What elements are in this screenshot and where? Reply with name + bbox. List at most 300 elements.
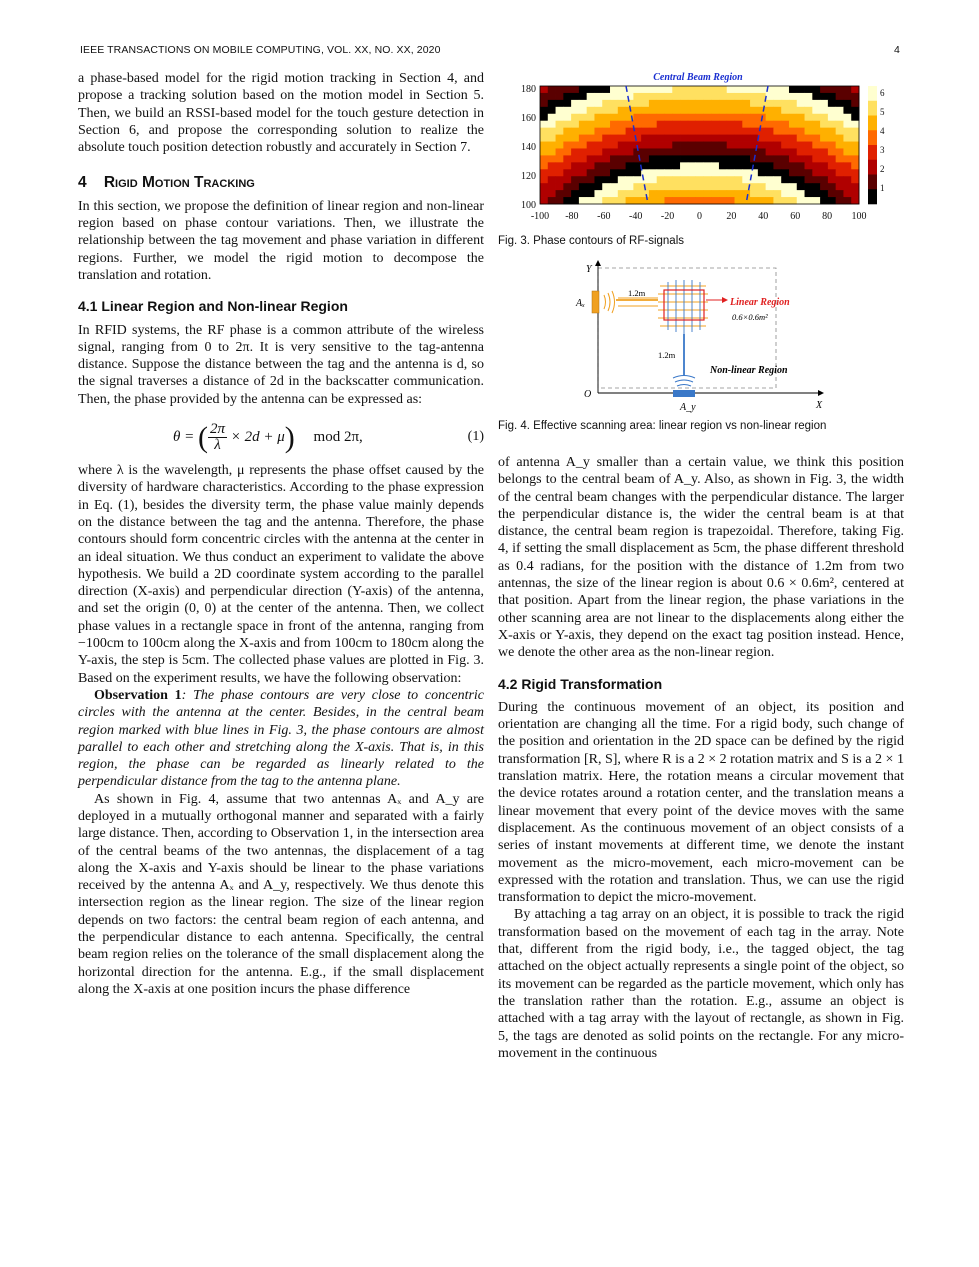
distance-vertical: 1.2m	[658, 350, 676, 360]
x-tick: -20	[660, 211, 675, 222]
colorbar-tick: 4	[880, 126, 885, 136]
heatmap-cell	[548, 176, 556, 183]
heatmap-cell	[579, 190, 587, 197]
heatmap-cell	[602, 128, 610, 135]
heatmap-cell	[851, 135, 859, 142]
heatmap-cell	[680, 142, 688, 149]
heatmap-cell	[579, 135, 587, 142]
heatmap-cell	[703, 86, 711, 93]
heatmap-cell	[641, 128, 649, 135]
heatmap-cell	[805, 128, 813, 135]
heatmap-cell	[680, 100, 688, 107]
heatmap-cell	[579, 121, 587, 128]
heatmap-cell	[563, 121, 571, 128]
heatmap-cell	[766, 148, 774, 155]
heatmap-cell	[703, 169, 711, 176]
heatmap-cell	[805, 176, 813, 183]
heatmap-cell	[828, 93, 836, 100]
heatmap-cell	[843, 107, 851, 114]
heatmap-cell	[820, 169, 828, 176]
heatmap-cell	[556, 86, 564, 93]
heatmap-cell	[618, 142, 626, 149]
heatmap-cell	[789, 197, 797, 204]
heatmap-cell	[836, 183, 844, 190]
heatmap-cell	[727, 183, 735, 190]
heatmap-cell	[587, 114, 595, 121]
heatmap-cell	[563, 93, 571, 100]
heatmap-cell	[750, 162, 758, 169]
heatmap-cell	[719, 169, 727, 176]
heatmap-cell	[556, 93, 564, 100]
heatmap-cell	[602, 86, 610, 93]
heatmap-cell	[540, 121, 548, 128]
heatmap-cell	[602, 169, 610, 176]
heatmap-cell	[563, 197, 571, 204]
heatmap-cell	[548, 86, 556, 93]
heatmap-cell	[618, 197, 626, 204]
equation-number: (1)	[467, 429, 484, 445]
heatmap-cell	[563, 100, 571, 107]
heatmap-cell	[587, 86, 595, 93]
heatmap-cell	[797, 121, 805, 128]
heatmap-cell	[851, 176, 859, 183]
heatmap-cell	[719, 197, 727, 204]
heatmap-cell	[843, 183, 851, 190]
heatmap-cell	[594, 197, 602, 204]
heatmap-cell	[742, 86, 750, 93]
heatmap-cell	[563, 107, 571, 114]
heatmap-cell	[649, 162, 657, 169]
heatmap-cell	[773, 162, 781, 169]
heatmap-cell	[664, 86, 672, 93]
heatmap-cell	[602, 135, 610, 142]
heatmap-cell	[688, 128, 696, 135]
heatmap-cell	[618, 93, 626, 100]
heatmap-cell	[594, 176, 602, 183]
heatmap-cell	[594, 148, 602, 155]
journal-title: IEEE TRANSACTIONS ON MOBILE COMPUTING, VOL. XX, NO. XX, 2020	[80, 44, 441, 56]
heatmap-cell	[735, 183, 743, 190]
heatmap-cell	[851, 148, 859, 155]
heatmap-cell	[664, 100, 672, 107]
heatmap-cell	[812, 162, 820, 169]
heatmap-cell	[742, 176, 750, 183]
heatmap-cell	[657, 128, 665, 135]
heatmap-cell	[657, 93, 665, 100]
heatmap-cell	[649, 190, 657, 197]
colorbar-segment	[868, 101, 877, 116]
heatmap-cell	[618, 114, 626, 121]
heatmap-cell	[703, 183, 711, 190]
heatmap-cell	[805, 142, 813, 149]
heatmap-cell	[579, 197, 587, 204]
heatmap-cell	[805, 190, 813, 197]
heatmap-cell	[789, 183, 797, 190]
heatmap-cell	[727, 128, 735, 135]
heatmap-cell	[851, 93, 859, 100]
heatmap-cell	[587, 162, 595, 169]
heatmap-cell	[587, 128, 595, 135]
heatmap-cell	[571, 148, 579, 155]
heatmap-cell	[735, 107, 743, 114]
heatmap-cell	[540, 100, 548, 107]
heatmap-cell	[649, 169, 657, 176]
observation-1: Observation 1: The phase contours are very close to concentric circles with the antenna at the center. Besides, in the central beam region marked with blue lines in Fig. 3, the phase contours are almost parallel to each other and stretching along the X-axis. That is, in this region, the phase can be regarded as linearly related to the perpendicular distance from the tag to the antenna plane.	[78, 687, 485, 790]
heatmap-cell	[579, 93, 587, 100]
heatmap-cell	[750, 121, 758, 128]
heatmap-cell	[696, 93, 704, 100]
heatmap-cell	[696, 155, 704, 162]
heatmap-cell	[618, 128, 626, 135]
heatmap-cell	[594, 183, 602, 190]
heatmap-cell	[579, 100, 587, 107]
heatmap-cell	[703, 107, 711, 114]
heatmap-cell	[641, 148, 649, 155]
heatmap-cell	[680, 107, 688, 114]
heatmap-cell	[742, 135, 750, 142]
heatmap-cell	[797, 86, 805, 93]
x-tick: 100	[851, 211, 867, 222]
heatmap-cell	[789, 107, 797, 114]
heatmap-cell	[594, 93, 602, 100]
heatmap-cell	[626, 176, 634, 183]
heatmap-cell	[563, 183, 571, 190]
heatmap-cell	[735, 142, 743, 149]
heatmap-cell	[579, 183, 587, 190]
antenna-ax-label: Aₓ	[576, 298, 585, 309]
heatmap-cell	[820, 190, 828, 197]
heatmap-cell	[742, 190, 750, 197]
heatmap-cell	[540, 86, 548, 93]
heatmap-cell	[641, 107, 649, 114]
heatmap-cell	[641, 114, 649, 121]
heatmap-cell	[587, 121, 595, 128]
heatmap-cell	[587, 100, 595, 107]
heatmap-cell	[711, 135, 719, 142]
heatmap-cell	[563, 148, 571, 155]
heatmap-cell	[727, 155, 735, 162]
heatmap-cells	[540, 86, 859, 204]
heatmap-cell	[750, 183, 758, 190]
heatmap-cell	[843, 142, 851, 149]
heatmap-cell	[688, 197, 696, 204]
heatmap-cell	[579, 148, 587, 155]
heatmap-cell	[828, 135, 836, 142]
y-tick: 120	[521, 171, 536, 182]
heatmap-cell	[696, 121, 704, 128]
heatmap-cell	[719, 176, 727, 183]
heatmap-cell	[664, 93, 672, 100]
heatmap-cell	[571, 142, 579, 149]
heatmap-cell	[711, 176, 719, 183]
heatmap-cell	[579, 107, 587, 114]
heatmap-cell	[688, 114, 696, 121]
heatmap-cell	[610, 107, 618, 114]
heatmap-cell	[641, 93, 649, 100]
heatmap-cell	[594, 135, 602, 142]
heatmap-cell	[618, 162, 626, 169]
heatmap-cell	[766, 114, 774, 121]
heatmap-cell	[789, 121, 797, 128]
heatmap-cell	[766, 169, 774, 176]
heatmap-cell	[828, 162, 836, 169]
heatmap-cell	[641, 162, 649, 169]
heatmap-cell	[563, 176, 571, 183]
heatmap-cell	[843, 162, 851, 169]
heatmap-cell	[626, 169, 634, 176]
heatmap-cell	[773, 121, 781, 128]
heatmap-cell	[735, 155, 743, 162]
heatmap-cell	[548, 169, 556, 176]
heatmap-cell	[843, 128, 851, 135]
colorbar-segment	[868, 86, 877, 101]
heatmap-cell	[626, 142, 634, 149]
heatmap-cell	[594, 155, 602, 162]
heatmap-cell	[571, 86, 579, 93]
heatmap-cell	[587, 142, 595, 149]
heatmap-cell	[587, 93, 595, 100]
colorbar	[868, 86, 877, 204]
heatmap-cell	[727, 162, 735, 169]
heatmap-cell	[672, 121, 680, 128]
heatmap-cell	[641, 86, 649, 93]
heatmap-cell	[548, 100, 556, 107]
heatmap-cell	[664, 148, 672, 155]
heatmap-cell	[633, 176, 641, 183]
heatmap-cell	[851, 121, 859, 128]
heatmap-cell	[789, 148, 797, 155]
heatmap-cell	[563, 142, 571, 149]
heatmap-cell	[820, 100, 828, 107]
heatmap-cell	[820, 155, 828, 162]
heatmap-cell	[851, 169, 859, 176]
heatmap-cell	[797, 155, 805, 162]
heatmap-cell	[594, 128, 602, 135]
heatmap-cell	[750, 100, 758, 107]
x-tick: 40	[758, 211, 769, 222]
heatmap-cell	[540, 197, 548, 204]
heatmap-cell	[540, 135, 548, 142]
heatmap-cell	[594, 169, 602, 176]
heatmap-cell	[696, 142, 704, 149]
heatmap-cell	[696, 190, 704, 197]
heatmap-cell	[602, 114, 610, 121]
heatmap-cell	[836, 107, 844, 114]
heatmap-cell	[633, 183, 641, 190]
heatmap-cell	[836, 100, 844, 107]
heatmap-cell	[812, 148, 820, 155]
heatmap-cell	[719, 128, 727, 135]
heatmap-cell	[626, 93, 634, 100]
heatmap-cell	[828, 155, 836, 162]
heatmap-cell	[626, 183, 634, 190]
heatmap-cell	[649, 148, 657, 155]
heatmap-cell	[610, 148, 618, 155]
heatmap-cell	[843, 197, 851, 204]
heatmap-cell	[680, 93, 688, 100]
heatmap-cell	[672, 176, 680, 183]
heatmap-cell	[680, 128, 688, 135]
heatmap-cell	[727, 197, 735, 204]
heatmap-cell	[766, 183, 774, 190]
heatmap-cell	[696, 176, 704, 183]
heatmap-cell	[781, 135, 789, 142]
heatmap-cell	[742, 169, 750, 176]
heatmap-cell	[571, 190, 579, 197]
figure-3-heatmap	[498, 66, 898, 226]
heatmap-cell	[742, 155, 750, 162]
heatmap-cell	[727, 86, 735, 93]
heatmap-cell	[758, 155, 766, 162]
heatmap-cell	[688, 183, 696, 190]
heatmap-cell	[711, 197, 719, 204]
colorbar-tick: 6	[880, 88, 885, 98]
heatmap-cell	[680, 176, 688, 183]
heatmap-cell	[735, 197, 743, 204]
heatmap-cell	[618, 100, 626, 107]
heatmap-cell	[688, 148, 696, 155]
heatmap-cell	[797, 148, 805, 155]
heatmap-cell	[735, 148, 743, 155]
heatmap-cell	[836, 142, 844, 149]
section-title: Rigid Motion Tracking	[103, 174, 255, 192]
right-column	[498, 454, 904, 1062]
x-tick: -60	[597, 211, 611, 222]
x-tick: -100	[530, 211, 550, 222]
heatmap-cell	[789, 100, 797, 107]
heatmap-cell	[703, 148, 711, 155]
heatmap-cell	[719, 93, 727, 100]
heatmap-cell	[556, 176, 564, 183]
heatmap-cell	[766, 142, 774, 149]
heatmap-cell	[703, 155, 711, 162]
heatmap-cell	[680, 114, 688, 121]
page-number: 4	[894, 44, 900, 56]
heatmap-cell	[680, 155, 688, 162]
heatmap-cell	[789, 135, 797, 142]
heatmap-cell	[828, 142, 836, 149]
heatmap-cell	[836, 93, 844, 100]
heatmap-cell	[812, 176, 820, 183]
antenna-ay-label: A_y	[680, 402, 696, 413]
heatmap-cell	[789, 114, 797, 121]
heatmap-cell	[618, 148, 626, 155]
heatmap-cell	[579, 169, 587, 176]
heatmap-cell	[540, 107, 548, 114]
heatmap-cell	[843, 93, 851, 100]
heatmap-cell	[672, 148, 680, 155]
heatmap-cell	[773, 107, 781, 114]
heatmap-cell	[843, 121, 851, 128]
heatmap-cell	[820, 197, 828, 204]
heatmap-cell	[664, 128, 672, 135]
heatmap-cell	[548, 197, 556, 204]
heatmap-cell	[812, 93, 820, 100]
heatmap-cell	[587, 190, 595, 197]
heatmap-cell	[548, 142, 556, 149]
heatmap-cell	[820, 121, 828, 128]
heatmap-cell	[571, 100, 579, 107]
heatmap-cell	[587, 169, 595, 176]
linear-region-size: 0.6×0.6m²	[732, 312, 768, 322]
heatmap-cell	[664, 114, 672, 121]
y-tick: 140	[521, 142, 536, 153]
heatmap-cell	[820, 148, 828, 155]
heatmap-cell	[657, 197, 665, 204]
heatmap-cell	[540, 169, 548, 176]
fraction: $\frac{2\pi}{\lambda}$	[210, 421, 226, 454]
colorbar-tick: 2	[880, 164, 885, 174]
heatmap-cell	[688, 86, 696, 93]
heatmap-cell	[548, 148, 556, 155]
heatmap-cell	[556, 169, 564, 176]
heatmap-cell	[657, 190, 665, 197]
heatmap-cell	[610, 93, 618, 100]
heatmap-cell	[672, 107, 680, 114]
heatmap-cell	[548, 93, 556, 100]
heatmap-cell	[626, 128, 634, 135]
heatmap-cell	[851, 100, 859, 107]
heatmap-cell	[851, 183, 859, 190]
heatmap-cell	[773, 183, 781, 190]
heatmap-cell	[664, 162, 672, 169]
heatmap-cell	[649, 197, 657, 204]
heatmap-cell	[812, 135, 820, 142]
heatmap-cell	[820, 128, 828, 135]
heatmap-cell	[805, 162, 813, 169]
heatmap-cell	[571, 169, 579, 176]
colorbar-segment	[868, 116, 877, 131]
heatmap-cell	[758, 107, 766, 114]
heatmap-cell	[797, 190, 805, 197]
heatmap-cell	[680, 169, 688, 176]
heatmap-cell	[836, 121, 844, 128]
heatmap-cell	[836, 162, 844, 169]
paragraph-central-beam: of antenna A_y smaller than a certain value, we think this position belongs to the central beam of A_y. Also, as shown in Fig. 3, the width of the central beam changes with the perpendicular distance. The larger the perpendicular distance is, the wider the central beam is at that distance, the central beam region is trapezoidal. Therefore, taking Fig. 4, if setting the small displacement as 5cm, the phase different threshold as 0.4 radians, for the position with the distance of 1.2m from two antennas, the size of the linear region is about 0.6 × 0.6m², centered at that position. Apart from the linear region, the phase variations in the other scanning area are not linear to the displacements along either the X-axis or Y-axis, they depend on the exact tag position instead. Hence, we denote the other area as the non-linear region.	[498, 455, 904, 661]
heatmap-cell	[587, 183, 595, 190]
heatmap-cell	[836, 135, 844, 142]
heatmap-cell	[789, 162, 797, 169]
heatmap-cell	[773, 100, 781, 107]
heatmap-cell	[610, 169, 618, 176]
heatmap-cell	[587, 197, 595, 204]
heatmap-cell	[797, 176, 805, 183]
heatmap-cell	[805, 183, 813, 190]
heatmap-cell	[548, 155, 556, 162]
heatmap-cell	[626, 135, 634, 142]
heatmap-cell	[781, 183, 789, 190]
heatmap-cell	[548, 121, 556, 128]
heatmap-cell	[735, 190, 743, 197]
heatmap-cell	[727, 107, 735, 114]
heatmap-cell	[758, 176, 766, 183]
heatmap-cell	[805, 148, 813, 155]
heatmap-cell	[727, 100, 735, 107]
heatmap-cell	[664, 107, 672, 114]
heatmap-cell	[750, 107, 758, 114]
heatmap-cell	[626, 148, 634, 155]
heatmap-cell	[843, 135, 851, 142]
paragraph-rigid-transform: During the continuous movement of an object, its position and orientation are changing all the time. For a rigid body, such change of the position and orientation in the 2D space can be defined by the rigid transformation [R, S], where R is a 2 × 2 rotation matrix and S is a 2 × 1 translation matrix. Here, the rotation means a circular movement that the device rotates around a rotation center, and the translation means a linear movement that every point of the device moves with the same displacement. As the continuous movement of an object consists of a series of instant movements at different time, we denote the instant movement as the micro-movement, each micro-movement can be expressed with the rotation and translation. Thus, we can use the rigid transformation to depict the micro-movement.	[498, 699, 904, 906]
heatmap-cell	[571, 155, 579, 162]
heatmap-cell	[805, 197, 813, 204]
heatmap-cell	[602, 148, 610, 155]
heatmap-cell	[579, 128, 587, 135]
distance-horizontal: 1.2m	[628, 288, 646, 298]
heatmap-cell	[563, 135, 571, 142]
heatmap-cell	[836, 86, 844, 93]
heatmap-cell	[851, 86, 859, 93]
